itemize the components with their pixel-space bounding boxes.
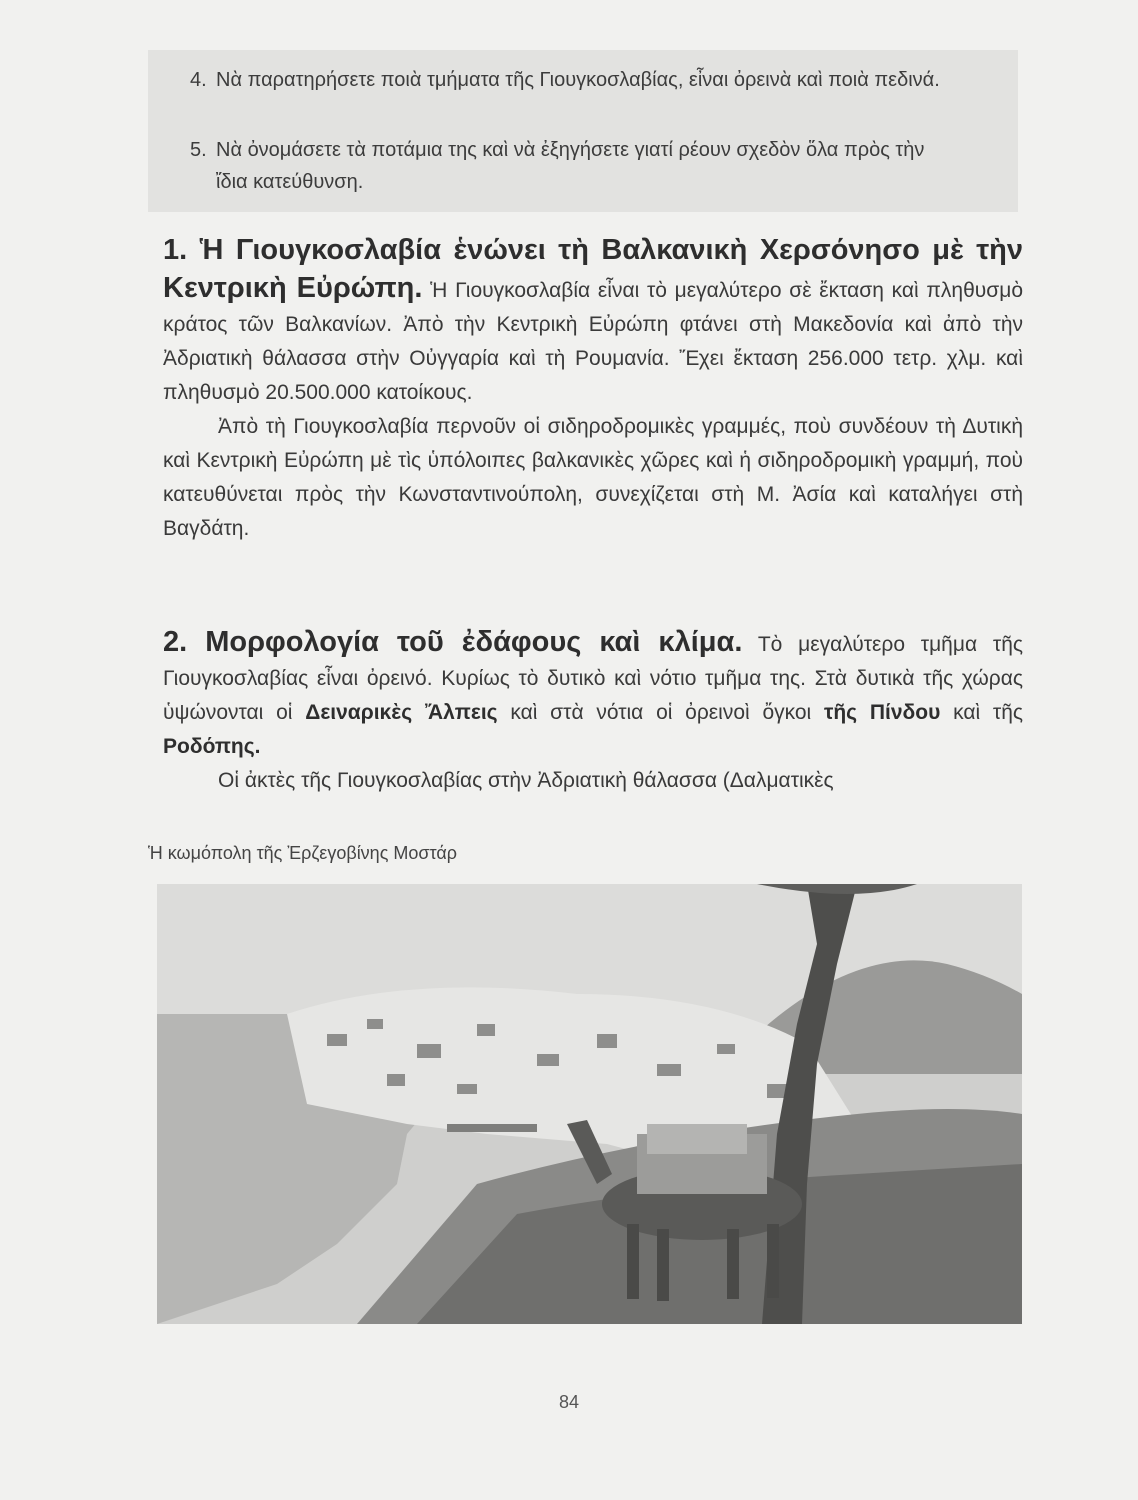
term-rhodope: Ροδόπης. [163,735,261,758]
exercise-text: Νὰ ὀνομάσετε τὰ ποτάμια της καὶ νὰ ἐξηγήσετε γιατί ρέουν σχεδὸν ὅλα πρὸς τὴν ἴδια κατεύθυνση. [216,139,925,193]
section-1 [163,232,1023,546]
exercise-item [190,64,956,96]
section-2-text: Τὸ μεγαλύτερο τμῆμα τῆς Γιουγκοσλαβίας εἶναι ὀρεινό. Κυρίως τὸ δυτικὸ καὶ νότιο τμῆμα της. Στὰ δυτικὰ τῆς χώρας ὑψώνονται οἱ [163,633,1023,724]
exercise-number: 5. [190,139,207,161]
term-dinaric-alps: Δειναρικὲς Ἄλπεις [305,701,498,724]
section-2-paragraph-2: Οἱ ἀκτὲς τῆς Γιουγκοσλαβίας στὴν Ἀδριατικὴ θάλασσα (Δαλματικὲς [218,769,834,792]
exercise-item [190,134,956,198]
exercise-box [148,50,1018,212]
exercise-text: Νὰ παρατηρήσετε ποιὰ τμήματα τῆς Γιουγκοσλαβίας, εἶναι ὀρεινὰ καὶ ποιὰ πεδινά. [216,69,940,91]
photo-illustration [157,884,1022,1324]
photo-caption: Ἡ κωμόπολη τῆς Ἐρζεγοβίνης Μοστάρ [148,843,457,863]
section-2-text: καὶ τῆς [953,701,1023,724]
section-1-paragraph-2: Ἀπὸ τὴ Γιουγκοσλαβία περνοῦν οἱ σιδηροδρομικὲς γραμμές, ποὺ συνδέουν τὴ Δυτικὴ καὶ Κεντρικὴ Εὐρώπη μὲ τὶς ὑπόλοιπες βαλκανικὲς χῶρες καὶ ἡ σιδηροδρομικὴ γραμμή, ποὺ κατευθύνεται πρὸς τὴν Κωνσταντινούπολη, συνεχίζεται στὴ Μ. Ἀσία καὶ καταλήγει στὴ Βαγδάτη. [163,415,1023,540]
section-2 [163,624,1023,798]
exercise-number: 4. [190,69,207,91]
term-pindus: τῆς Πίνδου [823,701,941,724]
section-1-paragraph-1: Ἡ Γιουγκοσλαβία εἶναι τὸ μεγαλύτερο σὲ ἔκταση καὶ πληθυσμὸ κράτος τῶν Βαλκανίων. Ἀπὸ τὴν Κεντρικὴ Εὐρώπη φτάνει στὴ Μακεδονία καὶ ἀπὸ τὴν Ἀδριατικὴ θάλασσα στὴν Οὐγγαρία καὶ τὴ Ρουμανία. Ἔχει ἔκταση 256.000 τετρ. χλμ. καὶ πληθυσμὸ 20.500.000 κατοίκους. [163,279,1023,404]
section-1-heading: 1. Ἡ Γιουγκοσλαβία ἑνώνει τὴ Βαλκανικὴ Χερσόνησο μὲ τὴν Κεντρικὴ Εὐρώπη. [163,234,1023,304]
photo-mostar [157,884,1022,1324]
section-2-heading: 2. Μορφολογία τοῦ ἐδάφους καὶ κλίμα. [163,626,743,658]
page-number: 84 [558,1392,580,1412]
section-2-text: καὶ στὰ νότια οἱ ὀρεινοὶ ὄγκοι [510,701,812,724]
